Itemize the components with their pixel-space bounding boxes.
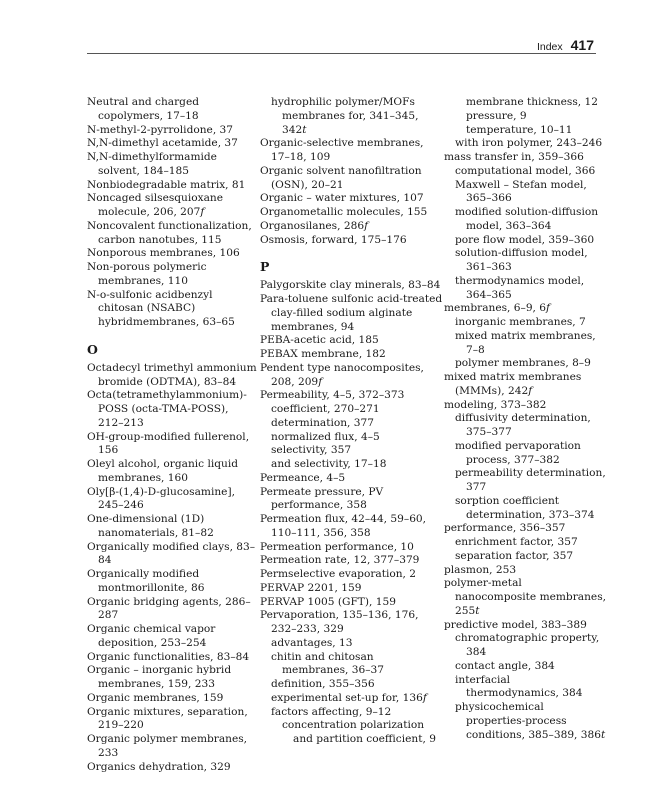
- entry-text: Pendent type nanocomposites, 208, 209: [260, 361, 424, 388]
- index-entry: [87, 96, 257, 124]
- entry-text: chromatographic property, 384: [455, 632, 600, 658]
- locator-suffix: t: [302, 123, 307, 136]
- index-entry: [87, 151, 257, 179]
- locator-suffix: f: [528, 384, 533, 397]
- index-subentry: [271, 678, 443, 692]
- entry-text: separation factor, 357: [455, 549, 574, 562]
- index-entry: [87, 664, 257, 692]
- index-subentry: [271, 706, 443, 720]
- index-entry: [260, 362, 443, 390]
- entry-text: definition, 355–356: [271, 678, 375, 690]
- section-letter: O: [87, 341, 98, 357]
- index-entry: [260, 234, 443, 248]
- entry-text: interfacial thermodynamics, 384: [455, 673, 583, 700]
- index-subentry: [455, 660, 606, 674]
- index-subentry: [455, 495, 606, 523]
- index-subentry: [455, 275, 606, 303]
- index-subentry: [455, 701, 606, 742]
- index-entry: [444, 399, 606, 413]
- entry-text: pressure, 9: [466, 109, 527, 122]
- entry-text: Palygorskite clay minerals, 83–84: [260, 279, 441, 292]
- index-entry: [87, 362, 257, 390]
- entry-text: PEBAX membrane, 182: [260, 348, 386, 360]
- entry-text: selectivity, 357: [271, 444, 352, 457]
- index-subentry: [455, 440, 606, 468]
- entry-text: diffusivity determination, 375–377: [455, 412, 591, 438]
- locator-suffix: t: [475, 604, 480, 617]
- index-entry: [444, 522, 606, 536]
- entry-text: Organic solvent nanofiltration (OSN), 20–21: [260, 164, 422, 191]
- running-header: [537, 37, 594, 53]
- index-subentry: [455, 206, 606, 234]
- entry-text: Nonporous membranes, 106: [87, 247, 240, 260]
- index-subentry: [455, 137, 606, 151]
- entry-text: PEBA-acetic acid, 185: [260, 334, 379, 347]
- entry-text: One-dimensional (1D) nanomaterials, 81–82: [87, 513, 214, 539]
- entry-text: computational model, 366: [455, 164, 596, 177]
- entry-text: Permeation performance, 10: [260, 540, 414, 553]
- index-entry: [260, 206, 443, 220]
- entry-text: Osmosis, forward, 175–176: [260, 233, 407, 246]
- index-subentry: [455, 316, 606, 330]
- section-letter: P: [260, 259, 270, 275]
- entry-text: factors affecting, 9–12: [271, 705, 392, 718]
- entry-text: Permeability, 4–5, 372–373: [260, 389, 405, 402]
- index-entry: [87, 486, 257, 514]
- entry-text: Octadecyl trimethyl ammonium bromide (ODTMA), 83–84: [87, 361, 257, 388]
- index-subentry: [455, 674, 606, 702]
- index-entry: [87, 192, 257, 220]
- entry-text: inorganic membranes, 7: [455, 316, 586, 328]
- index-entry: [260, 486, 443, 514]
- entry-text: Organosilanes, 286: [260, 219, 365, 232]
- entry-text: Organic – water mixtures, 107: [260, 192, 424, 205]
- entry-text: Permeate pressure, PV performance, 358: [260, 485, 384, 512]
- entry-text: mixed matrix membranes (MMMs), 242: [444, 371, 582, 397]
- entry-text: Organic polymer membranes, 233: [87, 733, 248, 759]
- index-subentry: [271, 458, 443, 472]
- index-entry: [87, 431, 257, 459]
- index-subentry: [271, 444, 443, 458]
- entry-text: mixed matrix membranes, 7–8: [455, 329, 596, 356]
- index-subentry: [466, 96, 606, 110]
- index-subentry: [466, 124, 606, 138]
- index-subentry: [282, 719, 443, 747]
- entry-text: Noncovalent functionalization, carbon nanotubes, 115: [87, 219, 252, 246]
- index-entry: [87, 261, 257, 289]
- locator-suffix: f: [364, 219, 368, 232]
- index-entry: [444, 619, 606, 633]
- entry-text: polymer membranes, 8–9: [455, 357, 591, 370]
- entry-text: performance, 356–357: [444, 522, 566, 535]
- entry-text: Organic bridging agents, 286–287: [87, 595, 251, 622]
- index-entry: [260, 541, 443, 555]
- index-subentry: [455, 412, 606, 440]
- entry-text: Nonbiodegradable matrix, 81: [87, 178, 246, 191]
- entry-text: enrichment factor, 357: [455, 536, 578, 548]
- entry-text: Permeation flux, 42–44, 59–60, 110–111, 356, 358: [260, 513, 427, 539]
- index-entry: [87, 458, 257, 486]
- entry-text: Pervaporation, 135–136, 176, 232–233, 329: [260, 609, 419, 635]
- entry-text: N-o-sulfonic acidbenzyl chitosan (NSABC) hybridmembranes, 63–65: [87, 288, 235, 328]
- index-column-2: [260, 96, 443, 747]
- index-entry: [260, 513, 443, 541]
- entry-text: OH-group-modified fullerenol, 156: [87, 430, 250, 457]
- index-entry: [87, 389, 257, 430]
- index-entry: [87, 623, 257, 651]
- entry-text: Noncaged silsesquioxane molecule, 206, 207: [87, 192, 224, 218]
- entry-text: N-methyl-2-pyrrolidone, 37: [87, 123, 234, 136]
- index-entry: [444, 577, 606, 618]
- index-entry: [87, 220, 257, 248]
- index-entry: [87, 692, 257, 706]
- entry-text: Oleyl alcohol, organic liquid membranes, 160: [87, 458, 239, 484]
- entry-text: membrane thickness, 12: [466, 96, 598, 108]
- index-entry: [87, 179, 257, 193]
- index-subentry: [455, 247, 606, 275]
- entry-text: plasmon, 253: [444, 563, 517, 576]
- entry-text: Non-porous polymeric membranes, 110: [87, 261, 207, 287]
- index-subentry: [271, 431, 443, 445]
- index-entry: [87, 289, 257, 330]
- index-entry: [87, 137, 257, 151]
- entry-text: Organic chemical vapor deposition, 253–254: [87, 623, 216, 649]
- entry-text: Permeance, 4–5: [260, 471, 346, 484]
- index-subentry: [455, 179, 606, 207]
- entry-text: Neutral and charged copolymers, 17–18: [87, 96, 200, 122]
- index-subentry: [455, 536, 606, 550]
- entry-text: Organometallic molecules, 155: [260, 206, 428, 218]
- entry-text: coefficient, 270–271: [271, 403, 380, 415]
- index-entry: [260, 554, 443, 568]
- index-column-1: [87, 96, 257, 774]
- index-entry: [260, 472, 443, 486]
- index-entry: [260, 348, 443, 362]
- entry-text: permeability determination, 377: [455, 467, 606, 493]
- header-label: Index: [536, 41, 563, 53]
- entry-text: mass transfer in, 359–366: [444, 151, 584, 163]
- index-entry: [260, 609, 443, 637]
- index-entry: [260, 165, 443, 193]
- index-entry: [87, 568, 257, 596]
- entry-text: pore flow model, 359–360: [455, 233, 595, 246]
- index-entry: [260, 596, 443, 610]
- entry-text: solution-diffusion model, 361–363: [455, 247, 588, 273]
- entry-text: chitin and chitosan membranes, 36–37: [271, 650, 385, 677]
- index-entry: [87, 541, 257, 569]
- entry-text: experimental set-up for, 136: [271, 691, 423, 704]
- index-entry: [87, 513, 257, 541]
- index-entry: [87, 596, 257, 624]
- index-entry: [260, 582, 443, 596]
- entry-text: Octa(tetramethylammonium)-POSS (octa-TMA-POSS), 212–213: [87, 389, 247, 429]
- entry-text: temperature, 10–11: [466, 123, 573, 136]
- index-subentry: [455, 165, 606, 179]
- locator-suffix: f: [422, 691, 427, 704]
- index-entry: [87, 124, 257, 138]
- entry-text: Organics dehydration, 329: [87, 760, 231, 773]
- index-subentry: [455, 550, 606, 564]
- entry-text: Organic functionalities, 83–84: [87, 650, 250, 663]
- entry-text: Organically modified clays, 83–84: [87, 540, 256, 567]
- entry-text: Organic-selective membranes, 17–18, 109: [260, 137, 424, 163]
- entry-text: determination, 377: [271, 416, 375, 429]
- index-entry: [87, 733, 257, 761]
- entry-text: Organic – inorganic hybrid membranes, 159, 233: [87, 664, 232, 690]
- header-rule: [87, 53, 596, 54]
- entry-text: Organic mixtures, separation, 219–220: [87, 705, 248, 732]
- index-entry: [444, 371, 606, 399]
- index-subentry: [455, 357, 606, 371]
- entry-text: Maxwell – Stefan model, 365–366: [455, 178, 587, 205]
- index-subentry: [271, 692, 443, 706]
- index-column-3: [444, 96, 606, 742]
- index-entry: [444, 564, 606, 578]
- index-entry: [260, 220, 443, 234]
- page-number: 417: [570, 37, 594, 53]
- entry-text: Organically modified montmorillonite, 86: [87, 568, 205, 594]
- entry-text: PERVAP 2201, 159: [260, 581, 362, 594]
- index-subentry: [455, 467, 606, 495]
- index-subentry: [455, 632, 606, 660]
- entry-text: PERVAP 1005 (GFT), 159: [260, 595, 396, 608]
- entry-text: sorption coefficient determination, 373–374: [455, 494, 595, 521]
- index-subentry: [466, 110, 606, 124]
- entry-text: with iron polymer, 243–246: [455, 137, 603, 150]
- index-subentry: [271, 637, 443, 651]
- entry-text: Permeation rate, 12, 377–379: [260, 554, 420, 567]
- entry-text: Permselective evaporation, 2: [260, 568, 417, 580]
- index-entry: [260, 137, 443, 165]
- index-subentry: [455, 234, 606, 248]
- index-entry: [87, 247, 257, 261]
- entry-text: polymer-metal nanocomposite membranes, 255: [444, 577, 606, 617]
- index-entry: [87, 706, 257, 734]
- entry-text: modeling, 373–382: [444, 398, 547, 411]
- entry-text: modified pervaporation process, 377–382: [455, 439, 581, 466]
- index-entry: [444, 151, 606, 165]
- index-entry: [260, 389, 443, 403]
- entry-text: and selectivity, 17–18: [271, 458, 387, 470]
- index-entry: [260, 293, 443, 334]
- index-subentry: [271, 96, 443, 137]
- entry-text: N,N-dimethylformamide solvent, 184–185: [87, 151, 217, 177]
- entry-text: modified solution-diffusion model, 363–364: [455, 206, 599, 232]
- index-subentry: [271, 417, 443, 431]
- entry-text: predictive model, 383–389: [444, 618, 587, 631]
- index-entry: [87, 761, 257, 775]
- entry-text: concentration polarization and partition coefficient, 9: [282, 719, 436, 745]
- index-entry: [260, 334, 443, 348]
- index-subentry: [455, 330, 606, 358]
- entry-text: Para-toluene sulfonic acid-treated clay-filled sodium alginate membranes, 94: [260, 293, 443, 333]
- locator-suffix: t: [601, 728, 606, 741]
- index-entry: [87, 651, 257, 665]
- index-entry: [260, 568, 443, 582]
- entry-text: contact angle, 384: [455, 659, 555, 672]
- entry-text: hydrophilic polymer/MOFs membranes for, 341–345, 342: [271, 96, 419, 136]
- entry-text: physicochemical properties-process conditions, 385–389, 386: [455, 701, 602, 741]
- entry-text: thermodynamics model, 364–365: [455, 274, 585, 301]
- index-subentry: [271, 403, 443, 417]
- entry-text: membranes, 6–9, 6: [444, 302, 547, 315]
- entry-text: Organic membranes, 159: [87, 691, 224, 704]
- index-entry: [260, 279, 443, 293]
- entry-text: advantages, 13: [271, 636, 353, 649]
- index-entry: [260, 192, 443, 206]
- entry-text: N,N-dimethyl acetamide, 37: [87, 137, 238, 150]
- locator-suffix: f: [200, 206, 205, 218]
- locator-suffix: f: [546, 302, 550, 315]
- entry-text: Oly[β-(1,4)-D-glucosamine], 245–246: [87, 485, 235, 512]
- index-entry: [444, 302, 606, 316]
- index-subentry: [271, 651, 443, 679]
- locator-suffix: f: [318, 375, 323, 388]
- entry-text: normalized flux, 4–5: [271, 430, 380, 443]
